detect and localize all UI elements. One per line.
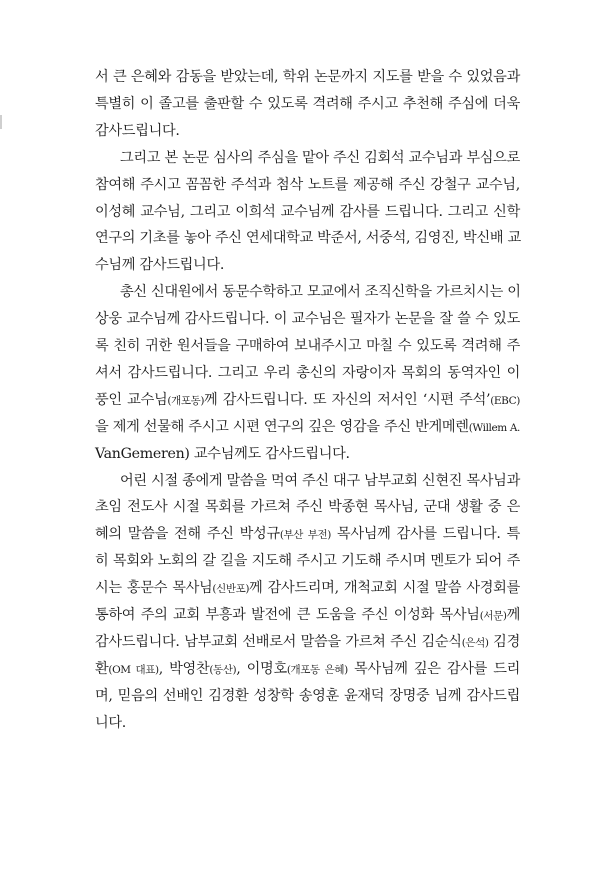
text-line: 어린 시절 종에게 말씀을 먹여 주신 대구 남부교회 신현진 목사님과	[120, 472, 520, 489]
text-line: 을 제게 선물해 주시고 시편 연구의 깊은 영감을 주신 반게메렌(Willem A.	[95, 418, 520, 435]
text-line: 이성혜 교수님, 그리고 이희석 교수님께 감사를 드립니다. 그리고 신학	[95, 203, 520, 220]
text-line: 서 큰 은혜와 감동을 받았는데, 학위 논문까지 지도를 받을 수 있었음과	[95, 69, 520, 85]
text-line: 그리고 본 논문 심사의 주심을 맡아 주신 김회석 교수님과 부심으로	[120, 149, 520, 166]
text-line: 환(OM 대표), 박영찬(동산), 이명호(개포동 은혜) 목사님께 깊은 감사를 드리	[95, 660, 521, 677]
text-line: 특별히 이 졸고를 출판할 수 있도록 격려해 주시고 추천해 주심에 더욱	[95, 95, 520, 112]
text-line: 총신 신대원에서 동문수학하고 모교에서 조직신학을 가르치시는 이	[120, 284, 521, 301]
margin-mark	[0, 115, 2, 129]
text-line: 참여해 주시고 꼼꼼한 주석과 첨삭 노트를 제공해 주신 강철구 교수님,	[95, 176, 520, 193]
text-line: 히 목회와 노회의 갈 길을 지도해 주시고 기도해 주시며 멘토가 되어 주	[95, 553, 520, 570]
text-line: 초임 전도사 시절 목회를 가르쳐 주신 박종현 목사님, 군대 생활 중 은	[95, 499, 520, 516]
text-line: 혜의 말씀을 전해 주신 박성규(부산 부전) 목사님께 감사를 드립니다. 특	[95, 526, 520, 543]
text-line: 감사드립니다. 남부교회 선배로서 말씀을 가르쳐 주신 김순식(은석) 김경	[95, 633, 520, 650]
text-line: 셔서 감사드립니다. 그리고 우리 총신의 자랑이자 목회의 동역자인 이	[95, 364, 520, 381]
text-line: 풍인 교수님(개포동)께 감사드립니다. 또 자신의 저서인 ‘시편 주석’(EBC)	[95, 391, 520, 408]
text-line: 연구의 기초를 놓아 주신 연세대학교 박준서, 서중석, 김영진, 박신배 교	[95, 230, 521, 247]
text-line: 감사드립니다.	[95, 122, 180, 139]
text-line: 록 친히 귀한 원서들을 구매하여 보내주시고 마칠 수 있도록 격려해 주	[95, 338, 520, 354]
text-line: 수님께 감사드립니다.	[95, 257, 225, 274]
text-line: 며, 믿음의 선배인 김경환 성창학 송영훈 윤재덕 장명중 님께 감사드립	[95, 687, 520, 704]
text-line: 니다.	[95, 714, 127, 731]
text-line: 상웅 교수님께 감사드립니다. 이 교수님은 필자가 논문을 잘 쓸 수 있도	[95, 311, 520, 328]
text-line: 통하여 주의 교회 부흥과 발전에 큰 도움을 주신 이성화 목사님(서문)께	[95, 607, 520, 623]
text-line: 시는 홍문수 목사님(신반포)께 감사드리며, 개척교회 시절 말씀 사경회를	[95, 580, 520, 597]
text-line: VanGemeren) 교수님께도 감사드립니다.	[95, 445, 350, 462]
